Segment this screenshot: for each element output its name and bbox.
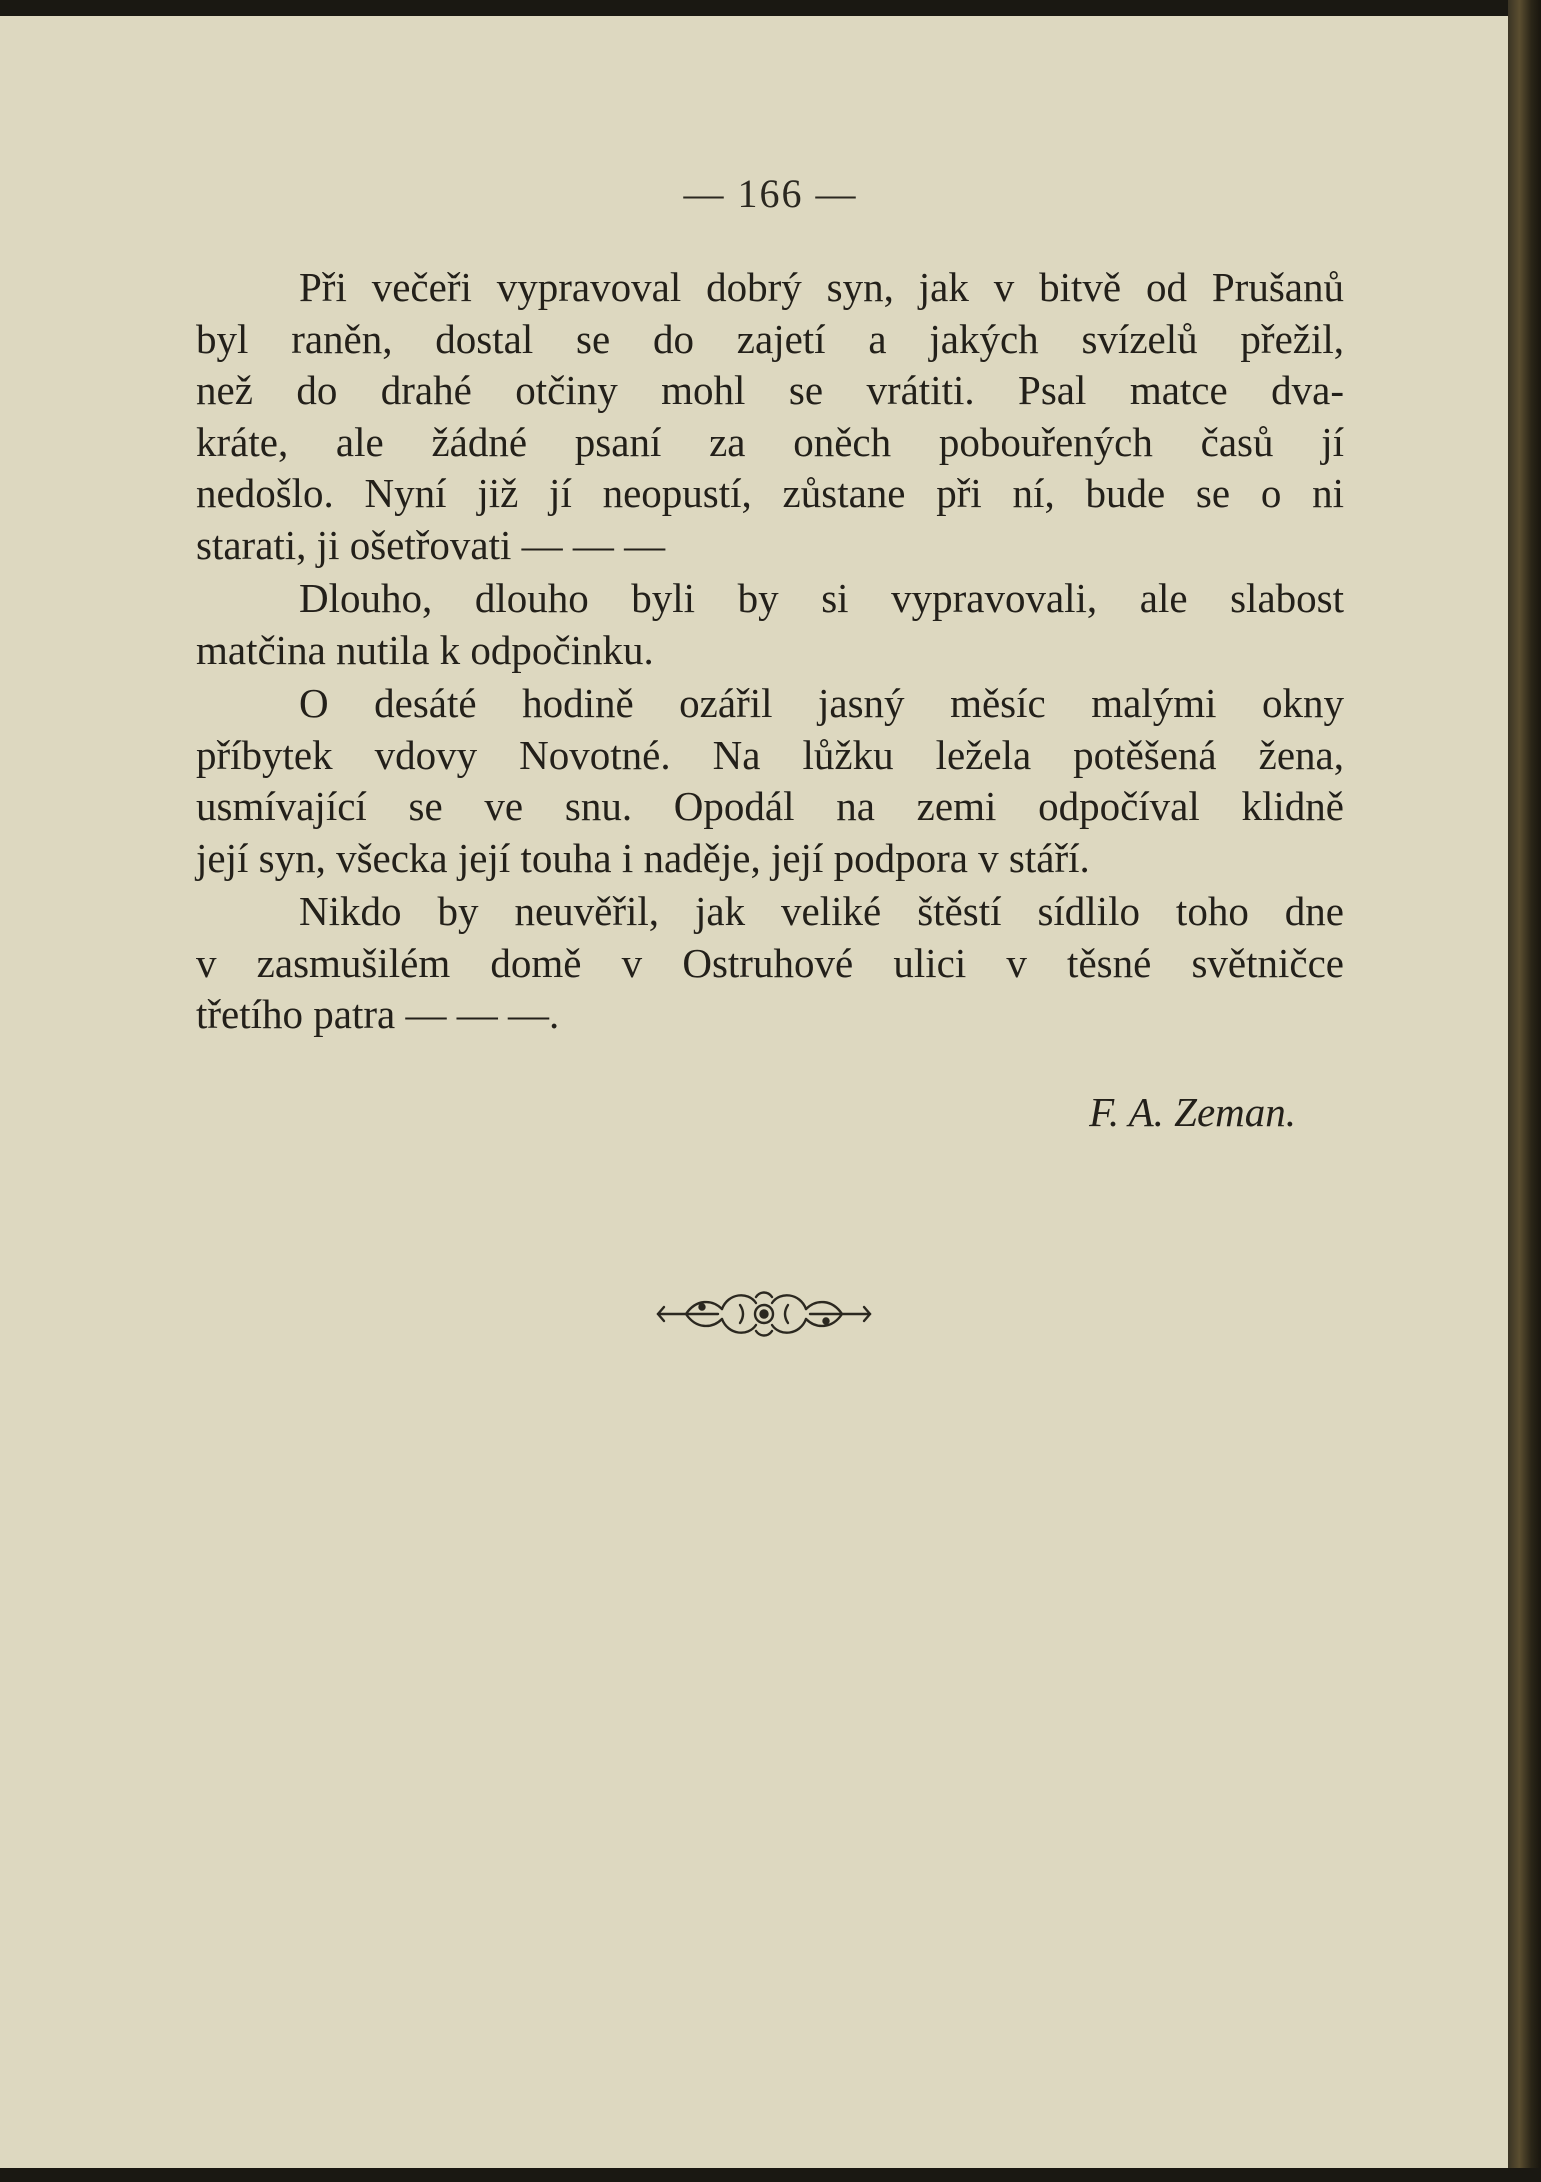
paragraph-1 (196, 262, 1344, 571)
text-line: než do drahé otčiny mohl se vrátiti. Psal matce dva- (196, 367, 1344, 413)
text-line: v zasmušilém domě v Ostruhové ulici v těsné světničce (196, 939, 1344, 986)
paragraph-2 (196, 573, 1344, 676)
text-line: Při večeři vypravoval dobrý syn, jak v bitvě od Prušanů (299, 264, 1344, 310)
paragraph-3 (196, 678, 1344, 884)
text-line: byl raněn, dostal se do zajetí a jakých svízelů přežil, (196, 315, 1344, 362)
page-number: — 166 — (683, 171, 858, 216)
text-line: Nikdo by neuvěřil, jak veliké štěstí sídlilo toho dne (299, 888, 1344, 934)
book-spine (1508, 0, 1541, 2182)
text-line: usmívající se ve snu. Opodál na zemi odpočíval klidně (196, 783, 1344, 829)
text-line: starati, ji ošetřovati — — — (196, 521, 666, 568)
text-line: nedošlo. Nyní již jí neopustí, zůstane při ní, bude se o ni (196, 470, 1344, 516)
text-line: O desáté hodině ozářil jasný měsíc malými okny (299, 680, 1344, 726)
text-line: její syn, všecka její touha i naděje, její podpora v stáří. (196, 834, 1090, 881)
scan-border-bottom (0, 2168, 1541, 2182)
body-text (196, 262, 1344, 1043)
flourish-ornament-icon (656, 1285, 872, 1343)
text-line: příbytek vdovy Novotné. Na lůžku ležela potěšená žena, (196, 731, 1344, 778)
text-line: matčina nutila k odpočinku. (196, 626, 654, 673)
author-signature: F. A. Zeman. (1089, 1089, 1296, 1135)
text-line: třetího patra — — —. (196, 991, 560, 1037)
paragraph-4 (196, 886, 1344, 1041)
text-line: kráte, ale žádné psaní za oněch pobouřených časů jí (196, 418, 1344, 465)
scan-border-top (0, 0, 1541, 16)
text-line: Dlouho, dlouho byli by si vypravovali, ale slabost (299, 575, 1344, 621)
